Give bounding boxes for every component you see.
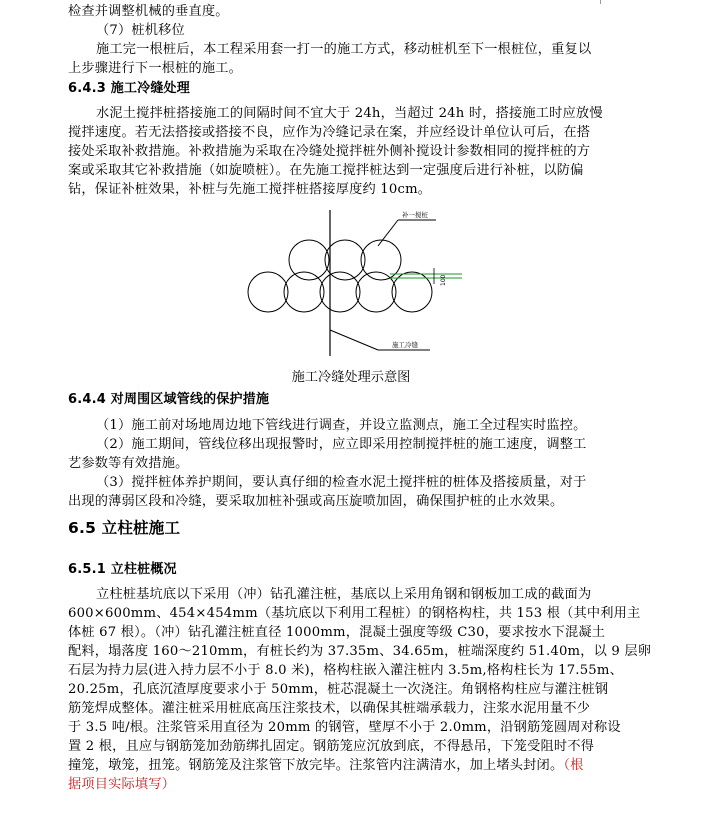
leader-line	[330, 330, 378, 350]
paragraph-text: 撞笼，墩笼，扭笼。钢筋笼及注浆管下放完毕。注浆管内注满清水，加上堵头封闭。	[68, 758, 564, 773]
step-7-title: （7）桩机移位	[96, 23, 185, 38]
paragraph-line: 钻，保证补桩效果，补桩与先施工搅拌桩搭接厚度约 10cm。	[68, 182, 432, 197]
list-item: （1）施工前对场地周边地下管线进行调查，并设立监测点，施工全过程实时监控。	[96, 418, 587, 433]
mixing-pile	[248, 272, 288, 312]
heading-6-4-3: 6.4.3 施工冷缝处理	[68, 81, 190, 96]
paragraph-line: 石层为持力层(进入持力层不小于 8.0 米)，格构柱嵌入灌注桩内 3.5m,格构柱长为 17.55m、	[68, 663, 623, 678]
paragraph-line: 筋笼焊成整体。灌注桩采用桩底高压注浆技术，以确保其桩端承载力，注浆水泥用量不少	[68, 701, 591, 716]
heading-6-4-4: 6.4.4 对周围区域管线的保护措施	[68, 392, 270, 407]
paragraph-line: 20.25m，孔底沉渣厚度要求小于 50mm，桩芯混凝土一次浇注。角钢格构柱应与灌注桩钢	[68, 682, 609, 697]
cold-joint-diagram	[240, 208, 470, 358]
fill-in-note: （根	[563, 758, 584, 773]
leader-line	[378, 220, 398, 246]
mixing-pile	[284, 272, 324, 312]
paragraph-line	[68, 756, 634, 775]
paragraph-line: 置 2 根，且应与钢筋笼加劲筋绑扎固定。钢筋笼应沉放到底，不得悬吊，下笼受阻时不得	[68, 739, 595, 754]
label-cold-joint: 施工冷缝	[392, 341, 418, 349]
label-dimension-100: 100	[440, 274, 447, 286]
paragraph-line: 搅拌速度。若无法搭接或搭接不良，应作为冷缝记录在案，并应经设计单位认可后，在搭	[68, 125, 591, 140]
paragraph-line: 600×600mm、454×454mm（基坑底以下利用工程桩）的钢格构柱，共 153 根（其中利用主	[68, 606, 641, 621]
paragraph-line: 接处采取补救措施。补救措施为采取在冷缝处搅拌桩外侧补搅设计参数相同的搅拌桩的方	[68, 144, 591, 159]
label-supplementary-pile: 补一搅桩	[402, 211, 428, 219]
mixing-pile	[320, 272, 360, 312]
heading-6-5-1: 6.5.1 立柱桩概况	[68, 562, 177, 577]
paragraph-line: 体桩 67 根）。（冲）钻孔灌注桩直径 1000mm，混凝土强度等级 C30，要求按水下混凝土	[68, 625, 606, 640]
paragraph-line: 案或采取其它补救措施（如旋喷桩）。在先施工搅拌桩达到一定强度后进行补桩，以防偏	[68, 163, 584, 178]
paragraph-line: 水泥土搅拌桩搭接施工的间隔时间不宜大于 24h，当超过 24h 时，搭接施工时应放慢	[96, 106, 603, 121]
paragraph-line: 配料，塌落度 160～210mm，有桩长约为 37.35m、34.65m，桩端深度约 51.40m，以 9 层卵	[68, 644, 652, 659]
paragraph-line: 艺参数等有效措施。	[68, 456, 189, 471]
list-item: （3）搅拌桩体养护期间，要认真仔细的检查水泥土搅拌桩的桩体及搭接质量，对于	[96, 475, 587, 490]
paragraph-line: 立柱桩基坑底以下采用（冲）钻孔灌注桩，基底以上采用角钢和钢板加工成的截面为	[96, 587, 592, 602]
heading-6-5: 6.5 立柱桩施工	[68, 519, 181, 537]
paragraph-line: 施工完一根桩后，本工程采用套一打一的施工方式，移动桩机至下一根桩位，重复以	[96, 42, 592, 57]
paragraph-line: 上步骤进行下一根桩的施工。	[68, 61, 243, 76]
list-item: （2）施工期间，管线位移出现报警时，应立即采用控制搅拌桩的施工速度，调整工	[96, 437, 587, 452]
paragraph-line: 检查并调整机械的垂直度。	[68, 4, 229, 19]
figure-caption: 施工冷缝处理示意图	[291, 370, 411, 385]
fill-in-note: 据项目实际填写）	[68, 777, 176, 792]
paragraph-line: 出现的薄弱区段和冷缝，要采取加桩补强或高压旋喷加固，确保围护桩的止水效果。	[68, 494, 564, 509]
paragraph-line: 于 3.5 吨/根。注浆管采用直径为 20mm 的钢管，壁厚不小于 2.0mm，沿钢筋笼圆周对称设	[68, 720, 621, 735]
